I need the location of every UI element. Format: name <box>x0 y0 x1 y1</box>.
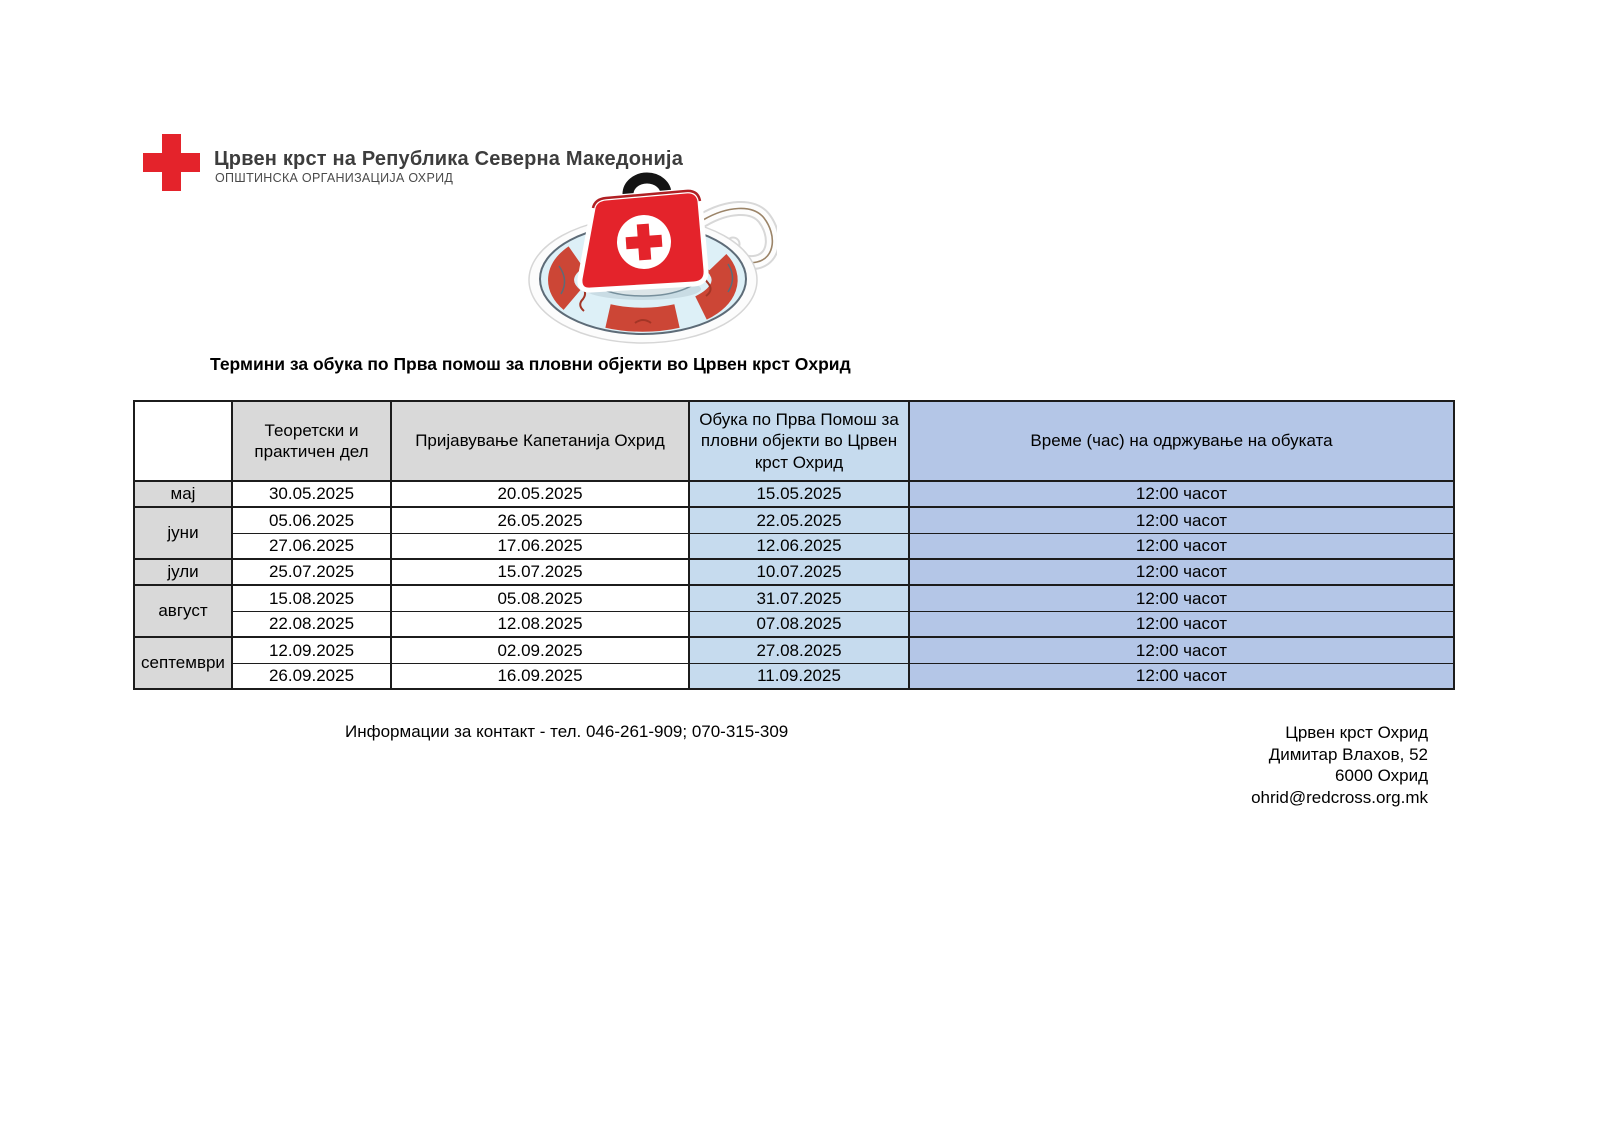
training-date-cell: 15.05.2025 <box>689 481 909 507</box>
address-block <box>1251 722 1428 808</box>
first-aid-bag-on-lifebuoy-illustration <box>523 158 777 346</box>
month-cell: јуни <box>134 507 232 559</box>
time-cell: 12:00 часот <box>909 611 1454 637</box>
header-corner-spacer <box>134 401 232 481</box>
header-time: Време (час) на одржување на обуката <box>909 401 1454 481</box>
training-date-cell: 10.07.2025 <box>689 559 909 585</box>
time-cell: 12:00 часот <box>909 585 1454 611</box>
header-theoretical: Теоретски и практичен дел <box>232 401 391 481</box>
address-line-org: Црвен крст Охрид <box>1285 723 1428 742</box>
theoretical-date-cell: 15.08.2025 <box>232 585 391 611</box>
month-cell: јули <box>134 559 232 585</box>
time-cell: 12:00 часот <box>909 481 1454 507</box>
address-line-email: ohrid@redcross.org.mk <box>1251 787 1428 807</box>
training-date-cell: 12.06.2025 <box>689 533 909 559</box>
address-line-city: 6000 Охрид <box>1335 766 1428 785</box>
time-cell: 12:00 часот <box>909 559 1454 585</box>
registration-date-cell: 26.05.2025 <box>391 507 689 533</box>
theoretical-date-cell: 26.09.2025 <box>232 663 391 689</box>
time-cell: 12:00 часот <box>909 663 1454 689</box>
table-row <box>134 611 1454 637</box>
table-row <box>134 559 1454 585</box>
time-cell: 12:00 часот <box>909 637 1454 663</box>
org-name: Црвен крст на Република Северна Македонија <box>214 148 684 170</box>
theoretical-date-cell: 22.08.2025 <box>232 611 391 637</box>
theoretical-date-cell: 12.09.2025 <box>232 637 391 663</box>
theoretical-date-cell: 25.07.2025 <box>232 559 391 585</box>
header-training: Обука по Прва Помош за пловни објекти во Црвен крст Охрид <box>689 401 909 481</box>
training-date-cell: 11.09.2025 <box>689 663 909 689</box>
table-row <box>134 585 1454 611</box>
table-row <box>134 481 1454 507</box>
month-cell: мај <box>134 481 232 507</box>
month-cell: септември <box>134 637 232 689</box>
contact-info: Информации за контакт - тел. 046-261-909; 070-315-309 <box>345 722 789 741</box>
registration-date-cell: 05.08.2025 <box>391 585 689 611</box>
training-date-cell: 22.05.2025 <box>689 507 909 533</box>
theoretical-date-cell: 27.06.2025 <box>232 533 391 559</box>
training-date-cell: 31.07.2025 <box>689 585 909 611</box>
month-cell: август <box>134 585 232 637</box>
training-date-cell: 27.08.2025 <box>689 637 909 663</box>
registration-date-cell: 20.05.2025 <box>391 481 689 507</box>
registration-date-cell: 17.06.2025 <box>391 533 689 559</box>
time-cell: 12:00 часот <box>909 507 1454 533</box>
table-row <box>134 637 1454 663</box>
registration-date-cell: 15.07.2025 <box>391 559 689 585</box>
registration-date-cell: 12.08.2025 <box>391 611 689 637</box>
theoretical-date-cell: 05.06.2025 <box>232 507 391 533</box>
theoretical-date-cell: 30.05.2025 <box>232 481 391 507</box>
table-row <box>134 663 1454 689</box>
org-branch: ОПШТИНСКА ОРГАНИЗАЦИЈА ОХРИД <box>215 171 454 185</box>
registration-date-cell: 02.09.2025 <box>391 637 689 663</box>
training-schedule-table <box>133 400 1455 690</box>
address-line-street: Димитар Влахов, 52 <box>1268 744 1428 764</box>
training-date-cell: 07.08.2025 <box>689 611 909 637</box>
header-registration: Пријавување Капетанија Охрид <box>391 401 689 481</box>
table-row <box>134 533 1454 559</box>
table-row <box>134 507 1454 533</box>
table-header-row <box>134 401 1454 481</box>
page-title: Термини за обука по Прва помош за пловни објекти во Црвен крст Охрид <box>210 354 851 374</box>
red-cross-icon <box>143 134 200 191</box>
registration-date-cell: 16.09.2025 <box>391 663 689 689</box>
time-cell: 12:00 часот <box>909 533 1454 559</box>
